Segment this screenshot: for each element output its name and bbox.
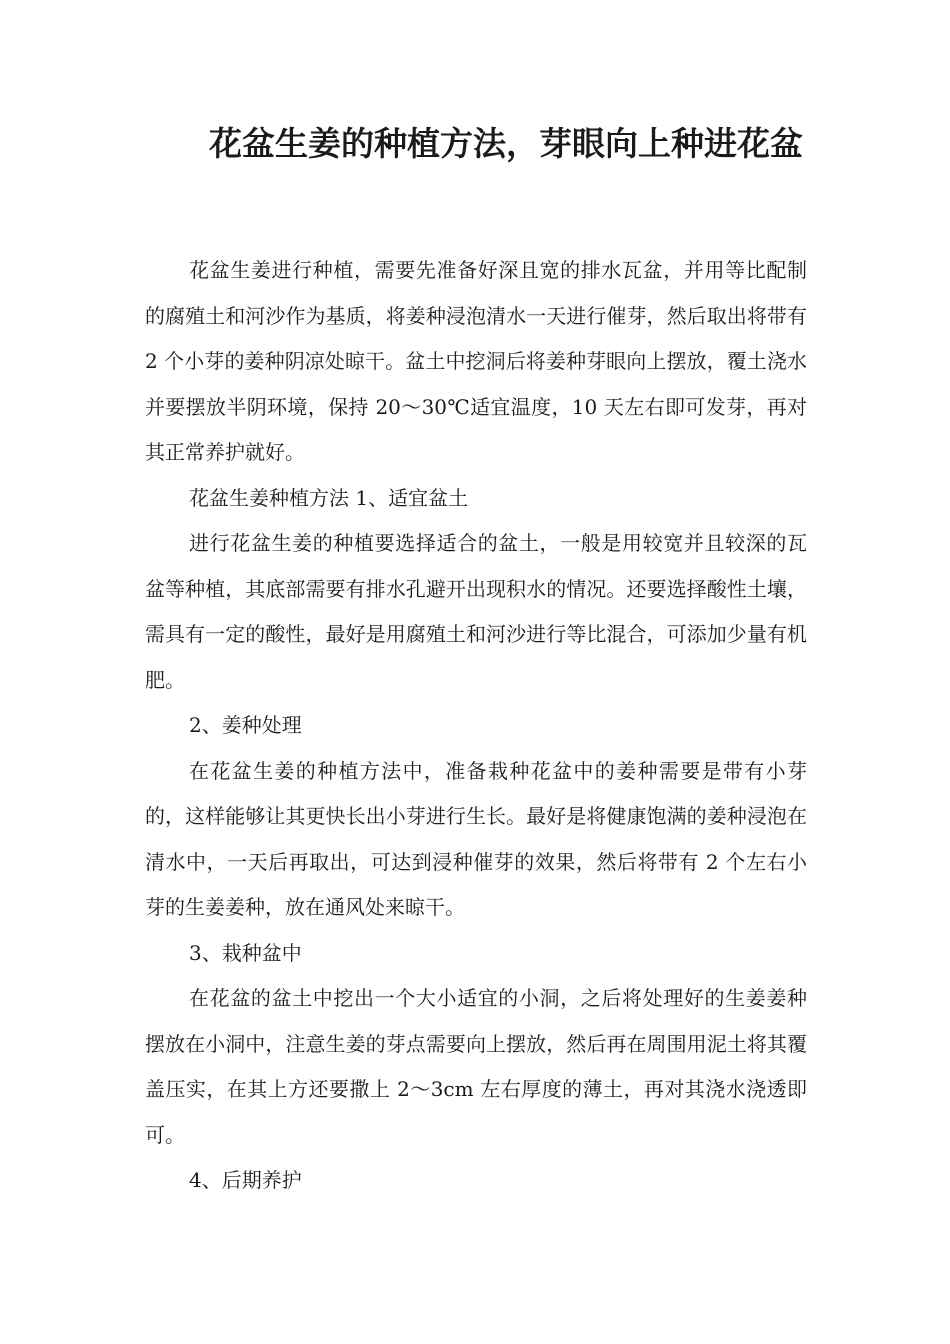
section-text-soil: 进行花盆生姜的种植要选择适合的盆土，一般是用较宽并且较深的瓦盆等种植，其底部需要有排水孔避开出现积水的情况。还要选择酸性土壤，需具有一定的酸性，最好是用腐殖土和河沙进行等比混合，可添加少量有机肥。 — [145, 531, 807, 692]
document-body — [145, 248, 807, 1204]
section-heading-care: 4、后期养护 — [189, 1168, 302, 1192]
section-heading-seed: 2、姜种处理 — [189, 713, 302, 737]
section-text-planting: 在花盆的盆土中挖出一个大小适宜的小洞，之后将处理好的生姜姜种摆放在小洞中，注意生姜的芽点需要向上摆放，然后再在周围用泥土将其覆盖压实，在其上方还要撒上 2～3cm 左右厚度的薄土，再对其浇水浇透即可。 — [145, 986, 807, 1147]
section-heading-soil: 花盆生姜种植方法 1、适宜盆土 — [189, 485, 469, 510]
intro-paragraph: 花盆生姜进行种植，需要先准备好深且宽的排水瓦盆，并用等比配制的腐殖土和河沙作为基质，将姜种浸泡清水一天进行催芽，然后取出将带有 2 个小芽的姜种阴凉处晾干。盆土中挖洞后将姜种芽眼向上摆放，覆土浇水并要摆放半阴环境，保持 20～30℃适宜温度，10 天左右即可发芽，再对其正常养护就好。 — [145, 258, 807, 464]
section-text-seed: 在花盆生姜的种植方法中，准备栽种花盆中的姜种需要是带有小芽的，这样能够让其更快长出小芽进行生长。最好是将健康饱满的姜种浸泡在清水中，一天后再取出，可达到浸种催芽的效果，然后将带有 2 个左右小芽的生姜姜种，放在通风处来晾干。 — [145, 758, 807, 919]
section-heading-planting: 3、栽种盆中 — [189, 940, 302, 965]
document-title: 花盆生姜的种植方法，芽眼向上种进花盆 — [209, 124, 803, 163]
